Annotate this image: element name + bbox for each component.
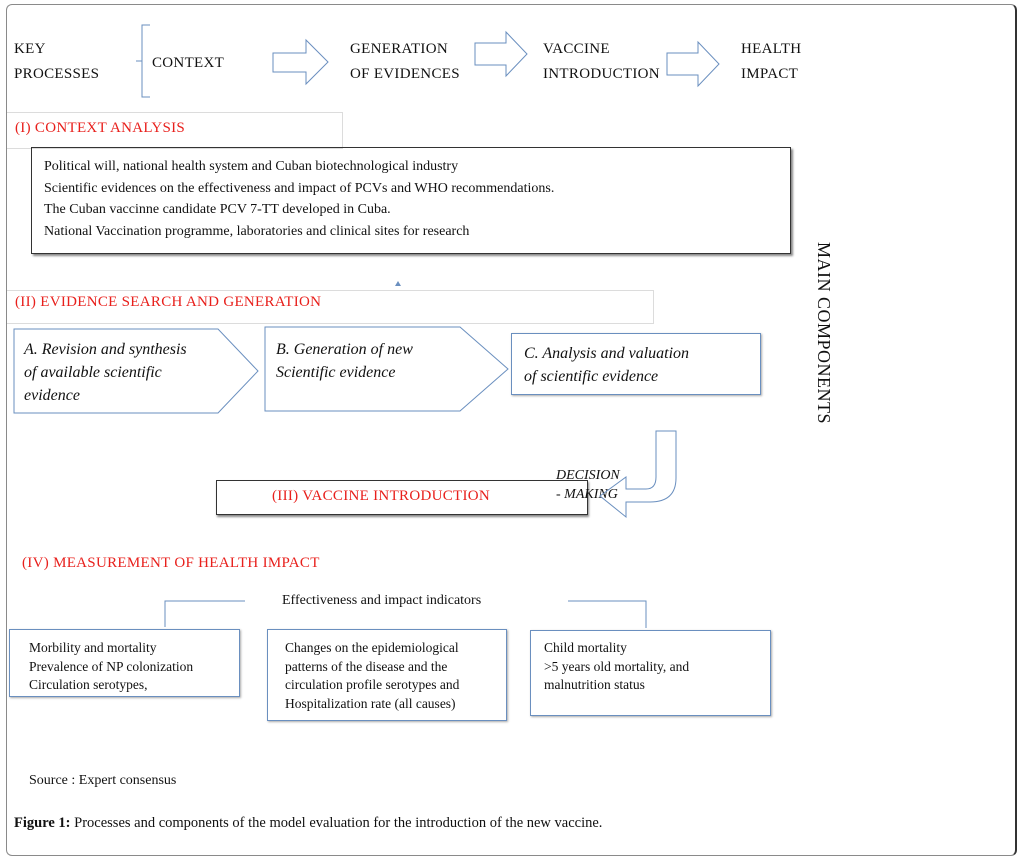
indicator-box-1	[9, 629, 240, 697]
context-box	[31, 147, 791, 254]
indicator-line: Circulation serotypes,	[29, 677, 148, 692]
key-processes-label	[14, 37, 99, 87]
main-components-label: MAIN COMPONENTS	[814, 242, 834, 425]
indicator-line: Child mortality	[544, 640, 627, 655]
section4-title: (IV) MEASUREMENT OF HEALTH IMPACT	[22, 555, 320, 571]
indicator-line: patterns of the disease and the	[285, 658, 448, 674]
indicator-box-2	[267, 629, 507, 721]
step-health	[741, 37, 801, 87]
indicator-line: Morbility and mortality	[29, 640, 157, 655]
indicator-box-3	[530, 630, 771, 716]
indicator-line: Prevalence of NP colonization	[29, 658, 194, 674]
context-line: National Vaccination programme, laboratories and clinical sites for research	[44, 223, 470, 239]
context-line: Political will, national health system and Cuban biotechnological industry	[44, 159, 459, 174]
step-context-label: CONTEXT	[152, 55, 225, 71]
step-c-text	[524, 342, 689, 388]
step-c-line2: of scientific evidence	[524, 368, 659, 385]
step-a-text	[24, 338, 187, 407]
indicators-label: Effectiveness and impact indicators	[282, 593, 482, 608]
step-vaccine-line1: VACCINE	[543, 41, 610, 57]
step-vaccine-line2: INTRODUCTION	[543, 66, 660, 82]
step-a-line2: of available scientific	[24, 364, 162, 381]
decision-line1: DECISION	[556, 468, 620, 483]
caption-label: Figure 1:	[14, 815, 71, 831]
section3-title: (III) VACCINE INTRODUCTION	[272, 488, 491, 504]
indicator-line: >5 years old mortality, and	[544, 658, 690, 674]
context-line: Scientific evidences on the effectiveness and impact of PCVs and WHO recommendations.	[44, 180, 555, 196]
step-generation-line1: GENERATION	[350, 41, 448, 57]
step-b-line1: B. Generation of new	[276, 341, 413, 358]
step-b-text	[276, 338, 413, 384]
section2-title: (II) EVIDENCE SEARCH AND GENERATION	[15, 294, 322, 310]
key-processes-line1: KEY	[14, 41, 46, 57]
step-generation-line2: OF EVIDENCES	[350, 66, 460, 82]
context-line: The Cuban vaccinne candidate PCV 7-TT developed in Cuba.	[44, 202, 391, 217]
step-context	[152, 51, 224, 76]
indicator-line: malnutrition status	[544, 677, 645, 692]
step-health-line2: IMPACT	[741, 66, 799, 82]
step-a-line3: evidence	[24, 387, 80, 404]
step-a-line1: A. Revision and synthesis	[24, 341, 187, 358]
step-c-line1: C. Analysis and valuation	[524, 345, 690, 362]
indicator-line: Hospitalization rate (all causes)	[285, 695, 456, 711]
figure-caption	[14, 815, 602, 832]
step-vaccine	[543, 37, 660, 87]
decision-line2: - MAKING	[556, 487, 618, 502]
indicator-line: Changes on the epidemiological	[285, 640, 459, 655]
indicator-line: circulation profile serotypes and	[285, 677, 460, 692]
decision-making-label	[556, 466, 620, 504]
caption-text: Processes and components of the model evaluation for the introduction of the new vaccine.	[70, 815, 603, 831]
step-b-line2: Scientific evidence	[276, 364, 396, 381]
step-generation	[350, 37, 460, 87]
section1-title: (I) CONTEXT ANALYSIS	[15, 120, 186, 136]
key-processes-line2: PROCESSES	[14, 66, 100, 82]
step-health-line1: HEALTH	[741, 41, 802, 57]
source-note: Source : Expert consensus	[29, 773, 177, 788]
